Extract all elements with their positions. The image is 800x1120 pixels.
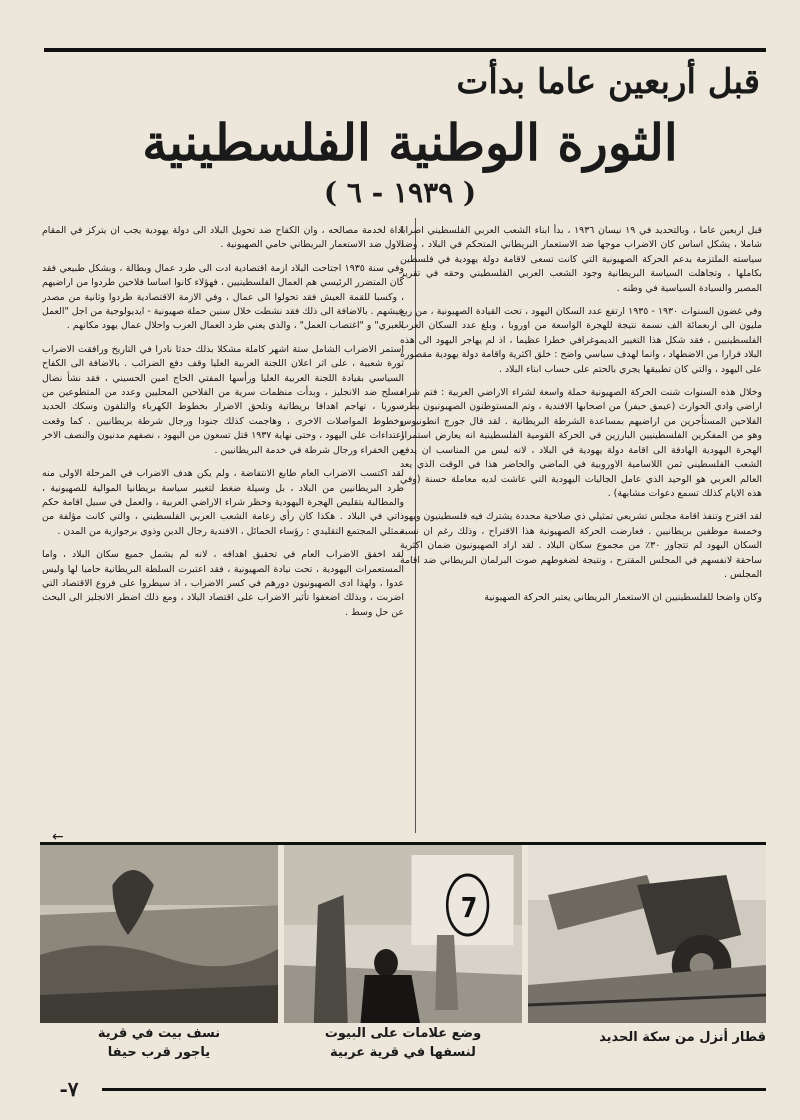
paragraph: استمر الاضراب الشامل ستة اشهر كاملة مشكلا بذلك حدثا نادرا في التاريخ ورافقت الاضراب ثورة شعبية ، على اثر اعلان اللجنة العربية العليا وقف دفع الضرائب . بالاضافة الى الكفاح السياسي بقيادة اللجنة العربية العليا ورأسها المفتي الحاج امين الحسيني ، فقد نشأ نضال مسلح ضد الانجليز ، وبدأت منظمات سرية من الفلاحين المحليين وعدد من المتطوعين من سوريا ، تهاجم اهدافا بريطانية وتلحق الاضرار بخطوط الكهرباء والتلفون وسكك الحديد وخطوط المواصلات الاخرى ، وهاجمت كذلك جنودا ورجال شرطة بريطانيين . كما وقعت اعتداءات على اليهود ، وحتى نهاية ١٩٣٧ قتل تسعون من اليهود ، نصفهم مدنيون والنصف الاخر من الخفراء ورجال شرطة في خدمة البريطانيين . [42, 343, 404, 456]
svg-text:7: 7 [460, 892, 478, 925]
caption-house-blast [40, 1024, 278, 1074]
left-column [42, 224, 404, 824]
photo-captions [40, 1024, 766, 1074]
paragraph: لقد اخفق الاضراب العام في تحقيق اهدافه ، لانه لم يشمل جميع سكان البلاد ، واما المستعمرات اليهودية ، تحت نيادة الصهيونية ، فقد اعتبرت السلطة البريطانية حاميا لها وليس عدوا ، ولهذا ادى الصهيونيون دورهم في كسر الاضراب ، اذ سيطروا على فروع الاقتصاد التي اضربت ، وبذلك اضعفوا تأثير الاضراب على اقتصاد البلاد ، ومع ذلك اضطر الانجليز الى البحث عن حل وسط . [42, 549, 404, 618]
caption-line: ياجور قرب حيفا [107, 1045, 211, 1060]
page-number: -٧ [59, 1077, 79, 1101]
paragraph: قبل اربعين عاما ، وبالتحديد في ١٩ نيسان ١٩٣٦ ، بدأ ابناء الشعب العربي الفلسطيني اضرابا شاملا ، يشكل اساس كان الاضراب موجها ضد الاستعمار البريطاني المتحكم في البلاد ، وضد سياسته الملتزمة بدعم الحركة الصهيونية التي كانت تسعى لاقامة دولة يهودية في فلسطين بكاملها ، وتجاهلت السياسة البريطانية وجود الشعب العربي الفلسطيني وحقه في تقرير المصير والسيادة السياسية في وطنه . [400, 225, 762, 294]
photo-strip [40, 842, 766, 1023]
paragraph: لقد اكتسب الاضراب العام طابع الانتفاضة ، ولم يكن هدف الاضراب في المرحلة الاولى منه طرد البريطانيين من البلاد ، بل وسيلة ضغط لتغيير سياسة بريطانيا الموالية للصهيونية ، والمطالبة بتقليص الهجرة اليهودية وحظر شراء الاراضي العربية ، والعمل في سبيل اقامة حكم ذاتي في البلاد . هكذا كان رأي زعامة الشعب العربي الفلسطيني ، والتي كانت مؤلفة من ممثلي المجتمع التقليدي : رؤساء الحمائل ، الافندية رجال الدين وذوي برجوازية من المدن . [42, 468, 404, 537]
paragraph: وخلال هذه السنوات شنت الحركة الصهيونية حملة واسعة لشراء الاراضي العربية : فتم شراء اراضي وادي الحوارث (عيمق حيفر) من اصحابها الافندية ، وتم المستوطنون الصهيونيون بطرد الفلاحين المستأجرين من اراضيهم بمساعدة الشرطة البريطانية . لقد قال جورج انطونيوس وهو من المفكرين الفلسطينيين البارزين في الحركة القومية الفلسطينية انه يعارض استمرار الهجرة اليهودية الهادفة الى اقامة دولة يهودية في البلاد ، لانه ليس من المناسب ان يدفع الشعب الفلسطيني ثمن اللاسامية الاوروبية في الماضي والحاضر هذا في الوقت الذي يعد العالم العربي هو الوحيد الذي عامل الجاليات اليهودية التي عاشت لديه معاملة حسنة (وفي هذه الايام كذلك تسمع دعوات مشابهة) . [400, 387, 762, 499]
caption-line: وضع علامات على البيوت [324, 1026, 482, 1041]
photo-house-blast [40, 845, 278, 1023]
photo-house-marking [284, 845, 522, 1023]
paragraph: لقد اقترح وتنفذ اقامة مجلس تشريعي تمثيلي ذي صلاحية محددة يشترك فيه فلسطينيون ويهود وخمسة موظفين بريطانيين . فعارضت الحركة الصهيونية هذا الاقتراح ، وذلك رغم ان نسبة السكان اليهود لم تتجاوز ٣٠٪ من مجموع سكان البلاد . لقد اراد الصهيونيون ضمان اكثرية ساحقة لانفسهم في المجلس المقترح ، ونتيجة لضغوطهم صوت البرلمان البريطاني ضد اقامة المجلس . [400, 511, 762, 580]
photo-derailed-train-image [528, 845, 766, 1023]
article-kicker: قبل أربعين عاما بدأت [456, 62, 760, 102]
photo-house-blast-image [40, 845, 278, 1023]
caption-line: قطار أنزل من سكة الحديد [599, 1030, 766, 1045]
paragraph: اداة لخدمة مصالحه ، وان الكفاح ضد تحويل البلاد الى دولة يهودية يجب ان يتركز في المقام الاول ضد الاستعمار البريطاني حامي الصهيونية . [42, 225, 404, 251]
article-headline: الثورة الوطنية الفلسطينية [142, 113, 678, 172]
photo-house-marking-image [284, 845, 522, 1023]
caption-derailed-train [528, 1024, 766, 1074]
right-column [400, 224, 762, 836]
caption-line: لنسفها في قرية عربية [330, 1045, 476, 1060]
page-footer [40, 1078, 766, 1100]
footer-rule [102, 1088, 766, 1091]
continue-arrow-icon: ← [52, 829, 64, 845]
paragraph: وكان واضحا للفلسطينيين ان الاستعمار البريطاني يعتبر الحركة الصهيونية [484, 592, 762, 604]
paragraph: وفي سنة ١٩٣٥ اجتاحت البلاد ازمة اقتصادية ادت الى طرد عمال وبطالة ، وبشكل طبيعي فقد كان المتضرر الرئيسي هم العمال الفلسطينيين ، فهؤلاء كانوا اساسا فلاحين طردوا من اراضيهم ، وكسبا للقمة العيش فقد تحولوا الى عمال ، وفي الازمة الاقتصادية طردوا وثانية من مصدر عيشهم . بالاضافة الى ذلك فقد نشطت خلال سنين حملة صهيونية - ايديولوجية من اجل "العمل العبري" و "اغتصاب العمل" ، والذي يعني طرد العمال العرب واحلال عمال يهود مكانهم . [42, 262, 404, 332]
photo-derailed-train [528, 845, 766, 1023]
top-rule [44, 48, 766, 52]
paragraph: وفي غضون السنوات ١٩٣٠ - ١٩٣٥ ارتفع عدد السكان اليهود ، تحت القيادة الصهيونية ، من ربع مليون الى اربعمائة الف نسمة نتيجة للهجرة الواسعة من اوروبا ، وبلغ عدد السكان العرب الفلسطينيين ، فقد شكل هذا التغيير الديموغرافي خطرا عظيما ، اذ لم يهاجر اليهود الى هذه البلاد فرارا من الاضطهاد ، وانما لهدف سياسي واضح : خلق اكثرية واقامة دولة يهودية مقصورة على اليهود ، والتي كان تطبيقها يجري بالحتم على حساب ابناء البلاد . [400, 306, 762, 375]
article-years: ( ١٩٣٩ - ٦ ) [323, 176, 477, 209]
caption-line: نسف بيت في قرية [97, 1026, 221, 1041]
caption-house-marking [284, 1024, 522, 1074]
